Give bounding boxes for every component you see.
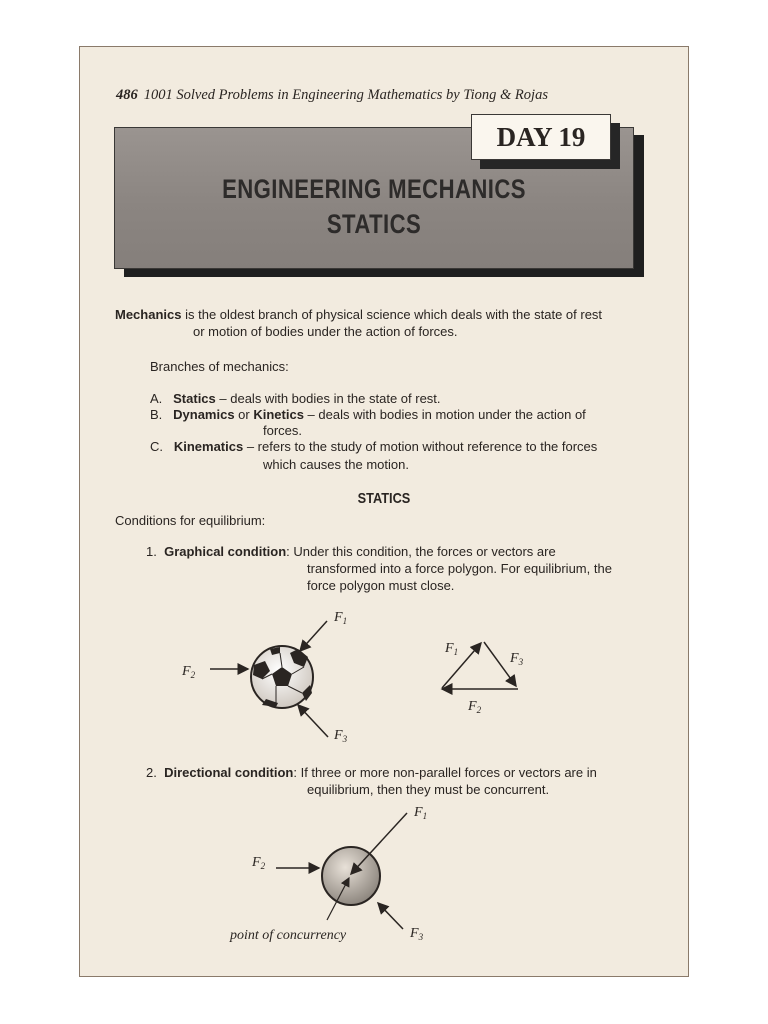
chapter-title [162, 172, 587, 242]
graphical-term: Graphical condition [164, 544, 287, 559]
branch-c-term: Kinematics [173, 439, 244, 454]
branch-c-desc: – refers to the study of motion without reference to the forces [243, 439, 598, 454]
day-label: DAY 19 [471, 114, 611, 160]
f1-subscript: 1 [342, 616, 348, 626]
running-head [116, 87, 548, 104]
chapter-title-line1: ENGINEERING MECHANICS [222, 174, 526, 204]
mechanics-term: Mechanics [115, 307, 182, 322]
branch-b-cont: forces. [263, 423, 303, 438]
concurrent-f3-label [409, 926, 424, 942]
f2-label [181, 664, 196, 680]
concurrent-f3-arrow [378, 903, 403, 929]
conditions-label: Conditions for equilibrium: [115, 513, 266, 528]
concurrent-f2-letter: F [252, 855, 261, 870]
branch-a [150, 390, 441, 407]
concurrent-f1-letter: F [414, 805, 423, 820]
graphical-line2: transformed into a force polygon. For equilibrium, the [307, 561, 612, 576]
branch-b-or: or [234, 407, 254, 422]
polygon-f3-label [509, 651, 524, 667]
soccer-ball-icon [251, 646, 313, 708]
chapter-title-line2: STATICS [326, 209, 422, 239]
force-f1-arrow [300, 621, 327, 651]
branch-c-letter: C. [150, 439, 163, 454]
branch-c [150, 438, 597, 455]
branch-a-letter: A. [150, 391, 163, 406]
statics-heading: STATICS [357, 490, 411, 507]
soccer-ball-figure [170, 603, 370, 753]
directional-line1 [146, 764, 597, 781]
intro-line2: or motion of bodies under the action of forces. [193, 324, 458, 339]
polygon-f1-label [444, 641, 458, 657]
polygon-f2-label [467, 699, 482, 715]
concurrent-f1-subscript: 1 [422, 811, 428, 821]
concurrent-f1-label [413, 805, 427, 821]
concurrent-f1-arrow [351, 813, 407, 874]
f1-label [333, 610, 347, 626]
branch-b-letter: B. [150, 407, 163, 422]
graphical-text-1: : Under this condition, the forces or vectors are [286, 544, 556, 559]
directional-number: 2. [146, 765, 157, 780]
f3-letter: F [334, 728, 343, 743]
branch-b-term2: Kinetics [253, 407, 304, 422]
branch-a-desc: – deals with bodies in the state of rest. [215, 391, 441, 406]
polygon-f3-subscript: 3 [518, 657, 524, 667]
concurrent-f2-label [251, 855, 266, 871]
f1-letter: F [334, 610, 343, 625]
concurrent-f3-letter: F [410, 926, 419, 941]
graphical-line1 [146, 543, 556, 560]
polygon-f2-letter: F [468, 699, 477, 714]
branches-heading: Branches of mechanics: [150, 359, 289, 374]
point-of-concurrency-caption: point of concurrency [230, 928, 347, 943]
concurrent-f2-subscript: 2 [260, 861, 266, 871]
force-f3-arrow [298, 705, 328, 737]
concurrent-f3-subscript: 3 [418, 932, 424, 942]
f3-label [333, 728, 348, 744]
branch-b [150, 406, 586, 423]
force-polygon-figure [430, 632, 540, 717]
branch-a-term: Statics [173, 391, 216, 406]
polygon-f2-subscript: 2 [476, 705, 482, 715]
graphical-number: 1. [146, 544, 157, 559]
intro-text-1: is the oldest branch of physical science which deals with the state of rest [181, 307, 603, 322]
page-number: 486 [116, 87, 138, 103]
branch-b-term: Dynamics [173, 407, 235, 422]
book-page [79, 46, 689, 977]
f3-subscript: 3 [342, 734, 348, 744]
f2-subscript: 2 [190, 670, 196, 680]
polygon-f3-letter: F [510, 651, 519, 666]
f2-letter: F [182, 664, 191, 679]
directional-line2: equilibrium, then they must be concurrent. [307, 782, 550, 797]
polygon-f1-letter: F [445, 641, 454, 656]
concurrency-figure [220, 803, 460, 953]
directional-text-1: : If three or more non-parallel forces or vectors are in [293, 765, 597, 780]
graphical-line3: force polygon must close. [307, 578, 455, 593]
branch-c-cont: which causes the motion. [263, 457, 409, 472]
body-sphere-icon [322, 847, 380, 905]
intro-line1 [115, 306, 602, 323]
directional-term: Directional condition [164, 765, 294, 780]
book-title: 1001 Solved Problems in Engineering Mathematics by Tiong & Rojas [143, 87, 548, 103]
polygon-f1-subscript: 1 [453, 647, 459, 657]
branch-b-desc: – deals with bodies in motion under the action of [303, 407, 586, 422]
